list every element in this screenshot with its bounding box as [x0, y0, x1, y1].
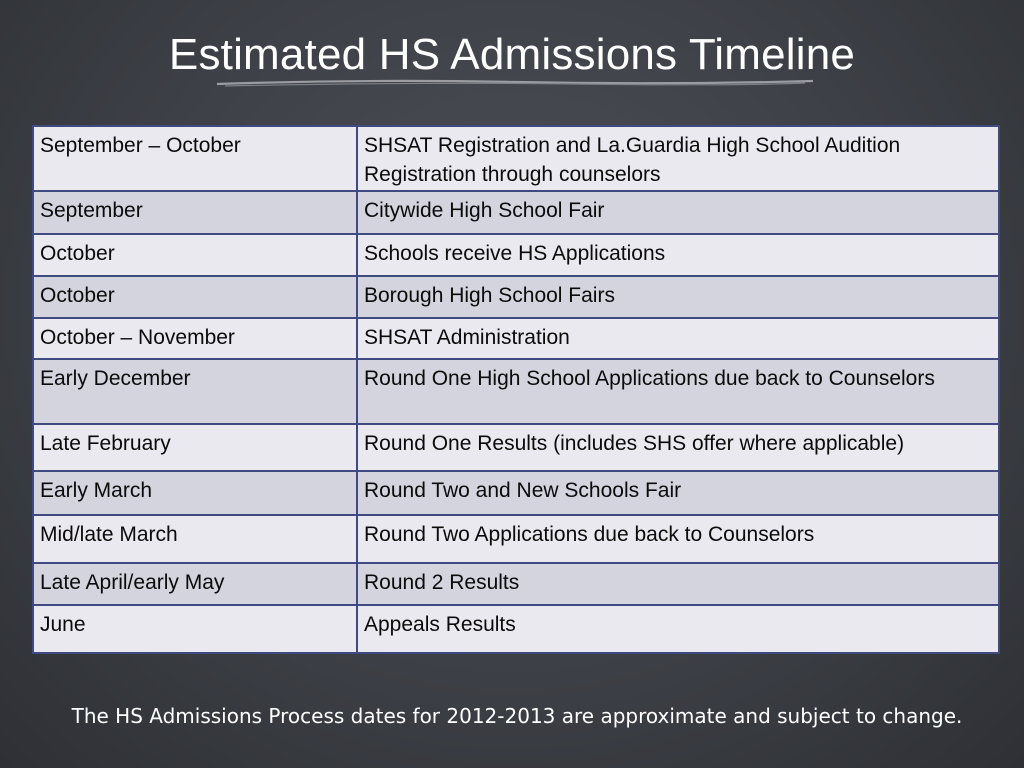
- timeline-event: Round One Results (includes SHS offer where applicable): [357, 424, 999, 471]
- table-row: [33, 318, 999, 359]
- title-underline: [215, 76, 815, 90]
- timeline-date: Mid/late March: [33, 515, 357, 563]
- table-row: [33, 563, 999, 605]
- timeline-date: October – November: [33, 318, 357, 359]
- timeline-date: Late February: [33, 424, 357, 471]
- timeline-table: [32, 125, 1000, 654]
- table-row: [33, 191, 999, 234]
- timeline-event: Borough High School Fairs: [357, 276, 999, 318]
- timeline-date: Early December: [33, 359, 357, 424]
- timeline-event: Round One High School Applications due back to Counselors: [357, 359, 999, 424]
- timeline-event: Citywide High School Fair: [357, 191, 999, 234]
- timeline-date: September: [33, 191, 357, 234]
- timeline-date: September – October: [33, 126, 357, 191]
- table-row: [33, 605, 999, 653]
- table-row: [33, 424, 999, 471]
- timeline-event: SHSAT Administration: [357, 318, 999, 359]
- timeline-event: Schools receive HS Applications: [357, 234, 999, 276]
- table-row: [33, 126, 999, 191]
- table-row: [33, 276, 999, 318]
- table-row: [33, 359, 999, 424]
- footnote: The HS Admissions Process dates for 2012-2013 are approximate and subject to change.: [71, 704, 963, 728]
- timeline-event: Appeals Results: [357, 605, 999, 653]
- timeline-event: Round 2 Results: [357, 563, 999, 605]
- timeline-event: Round Two Applications due back to Counselors: [357, 515, 999, 563]
- table-row: [33, 515, 999, 563]
- timeline-date: Late April/early May: [33, 563, 357, 605]
- timeline-event: Round Two and New Schools Fair: [357, 471, 999, 515]
- timeline-date: Early March: [33, 471, 357, 515]
- timeline-date: June: [33, 605, 357, 653]
- timeline-event: SHSAT Registration and La.Guardia High School Audition Registration through counselors: [357, 126, 999, 191]
- table-row: [33, 471, 999, 515]
- slide-title: Estimated HS Admissions Timeline: [168, 30, 856, 79]
- timeline-date: October: [33, 234, 357, 276]
- table-row: [33, 234, 999, 276]
- timeline-date: October: [33, 276, 357, 318]
